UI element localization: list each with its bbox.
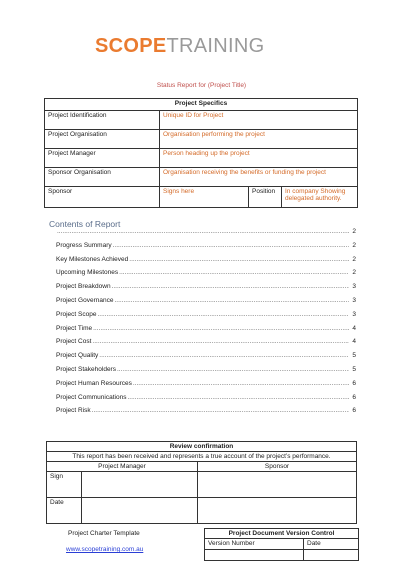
spec-label: Project Identification xyxy=(45,111,160,130)
toc-label: Project Breakdown xyxy=(56,283,111,291)
column-header-version-number: Version Number xyxy=(205,539,304,550)
toc-page: 3 xyxy=(352,283,356,291)
toc-page: 4 xyxy=(352,324,356,332)
toc-leader xyxy=(92,407,349,414)
toc-leader xyxy=(114,297,349,304)
toc-page: 2 xyxy=(352,255,356,263)
spec-label: Position xyxy=(249,187,282,208)
website-link[interactable]: www.scopetraining.com.au xyxy=(66,546,144,553)
spec-value: Organisation performing the project xyxy=(160,130,358,149)
list-item[interactable] xyxy=(56,352,356,366)
review-statement: This report has been received and represents a true account of the project’s performance. xyxy=(47,452,357,462)
table-row xyxy=(45,149,358,168)
report-subtitle: Status Report for (Project Title) xyxy=(156,82,247,89)
toc-leader xyxy=(127,394,349,401)
column-header-project-manager: Project Manager xyxy=(47,462,198,472)
column-header-date: Date xyxy=(304,539,359,550)
toc-label: Upcoming Milestones xyxy=(56,269,119,277)
toc-label: Project Quality xyxy=(56,352,99,360)
toc-label: Project Risk xyxy=(56,407,91,415)
toc-label: Project Cost xyxy=(56,338,92,346)
review-confirmation-table xyxy=(46,441,357,524)
list-item[interactable] xyxy=(56,242,356,256)
table-row xyxy=(45,168,358,187)
list-item[interactable] xyxy=(56,269,356,283)
list-item[interactable] xyxy=(56,256,356,270)
toc-leader xyxy=(57,228,349,235)
table-row xyxy=(45,130,358,149)
toc-page: 6 xyxy=(352,379,356,387)
list-item[interactable] xyxy=(56,228,356,242)
toc-label: Project Stakeholders xyxy=(56,365,116,373)
column-header-sponsor: Sponsor xyxy=(198,462,357,472)
toc-page: 3 xyxy=(352,310,356,318)
toc-leader xyxy=(99,352,349,359)
spec-value: Unique ID for Project xyxy=(160,111,358,130)
toc-page: 6 xyxy=(352,407,356,415)
toc-leader xyxy=(93,325,349,332)
spec-value: In company Showing delegated authority. xyxy=(282,187,358,208)
toc-page: 5 xyxy=(352,365,356,373)
project-specifics-table xyxy=(44,98,358,208)
version-control-table xyxy=(204,528,359,561)
version-date-field[interactable] xyxy=(304,550,359,561)
list-item[interactable] xyxy=(56,297,356,311)
toc-leader xyxy=(129,256,349,263)
table-row xyxy=(45,111,358,130)
manager-sign-field[interactable] xyxy=(82,472,198,498)
list-item[interactable] xyxy=(56,407,356,421)
table-of-contents xyxy=(56,228,356,421)
toc-label: Progress Summary xyxy=(56,241,112,249)
toc-page: 2 xyxy=(352,269,356,277)
sponsor-date-field[interactable] xyxy=(198,498,357,524)
manager-date-field[interactable] xyxy=(82,498,198,524)
toc-page: 6 xyxy=(352,393,356,401)
version-number-field[interactable] xyxy=(205,550,304,561)
version-control-header: Project Document Version Control xyxy=(205,529,359,539)
spec-value: Person heading up the project xyxy=(160,149,358,168)
toc-leader xyxy=(113,242,349,249)
sponsor-sign-field[interactable] xyxy=(198,472,357,498)
list-item[interactable] xyxy=(56,366,356,380)
toc-page: 5 xyxy=(352,352,356,360)
logo-scope-text: SCOPE xyxy=(95,35,167,57)
spec-value: Organisation receiving the benefits or funding the project xyxy=(160,168,358,187)
spec-label: Sponsor Organisation xyxy=(45,168,160,187)
logo xyxy=(95,34,265,58)
toc-label: Project Communications xyxy=(56,393,127,401)
spec-label: Sponsor xyxy=(45,187,160,208)
table-row xyxy=(45,187,358,208)
logo-training-text: TRAINING xyxy=(166,35,265,57)
charter-template-label: Project Charter Template xyxy=(68,530,140,537)
spec-label: Project Organisation xyxy=(45,130,160,149)
toc-leader xyxy=(119,269,349,276)
toc-leader xyxy=(133,380,349,387)
list-item[interactable] xyxy=(56,311,356,325)
toc-page: 2 xyxy=(352,241,356,249)
row-label-date: Date xyxy=(47,498,82,524)
list-item[interactable] xyxy=(56,394,356,408)
toc-page: 3 xyxy=(352,296,356,304)
list-item[interactable] xyxy=(56,338,356,352)
row-label-sign: Sign xyxy=(47,472,82,498)
list-item[interactable] xyxy=(56,380,356,394)
review-header: Review confirmation xyxy=(47,442,357,452)
toc-label: Key Milestones Achieved xyxy=(56,255,129,263)
list-item[interactable] xyxy=(56,325,356,339)
toc-label: Project Time xyxy=(56,324,93,332)
toc-leader xyxy=(92,338,349,345)
toc-title: Contents of Report xyxy=(49,219,121,229)
toc-leader xyxy=(117,366,349,373)
spec-label: Project Manager xyxy=(45,149,160,168)
toc-label: Project Scope xyxy=(56,310,97,318)
toc-label: Project Human Resources xyxy=(56,379,132,387)
toc-page: 4 xyxy=(352,338,356,346)
spec-value: Signs here xyxy=(160,187,249,208)
list-item[interactable] xyxy=(56,283,356,297)
toc-label: Project Governance xyxy=(56,296,114,304)
project-specifics-header: Project Specifics xyxy=(45,99,358,111)
toc-page: 2 xyxy=(352,228,356,235)
toc-leader xyxy=(112,283,349,290)
toc-leader xyxy=(97,311,349,318)
